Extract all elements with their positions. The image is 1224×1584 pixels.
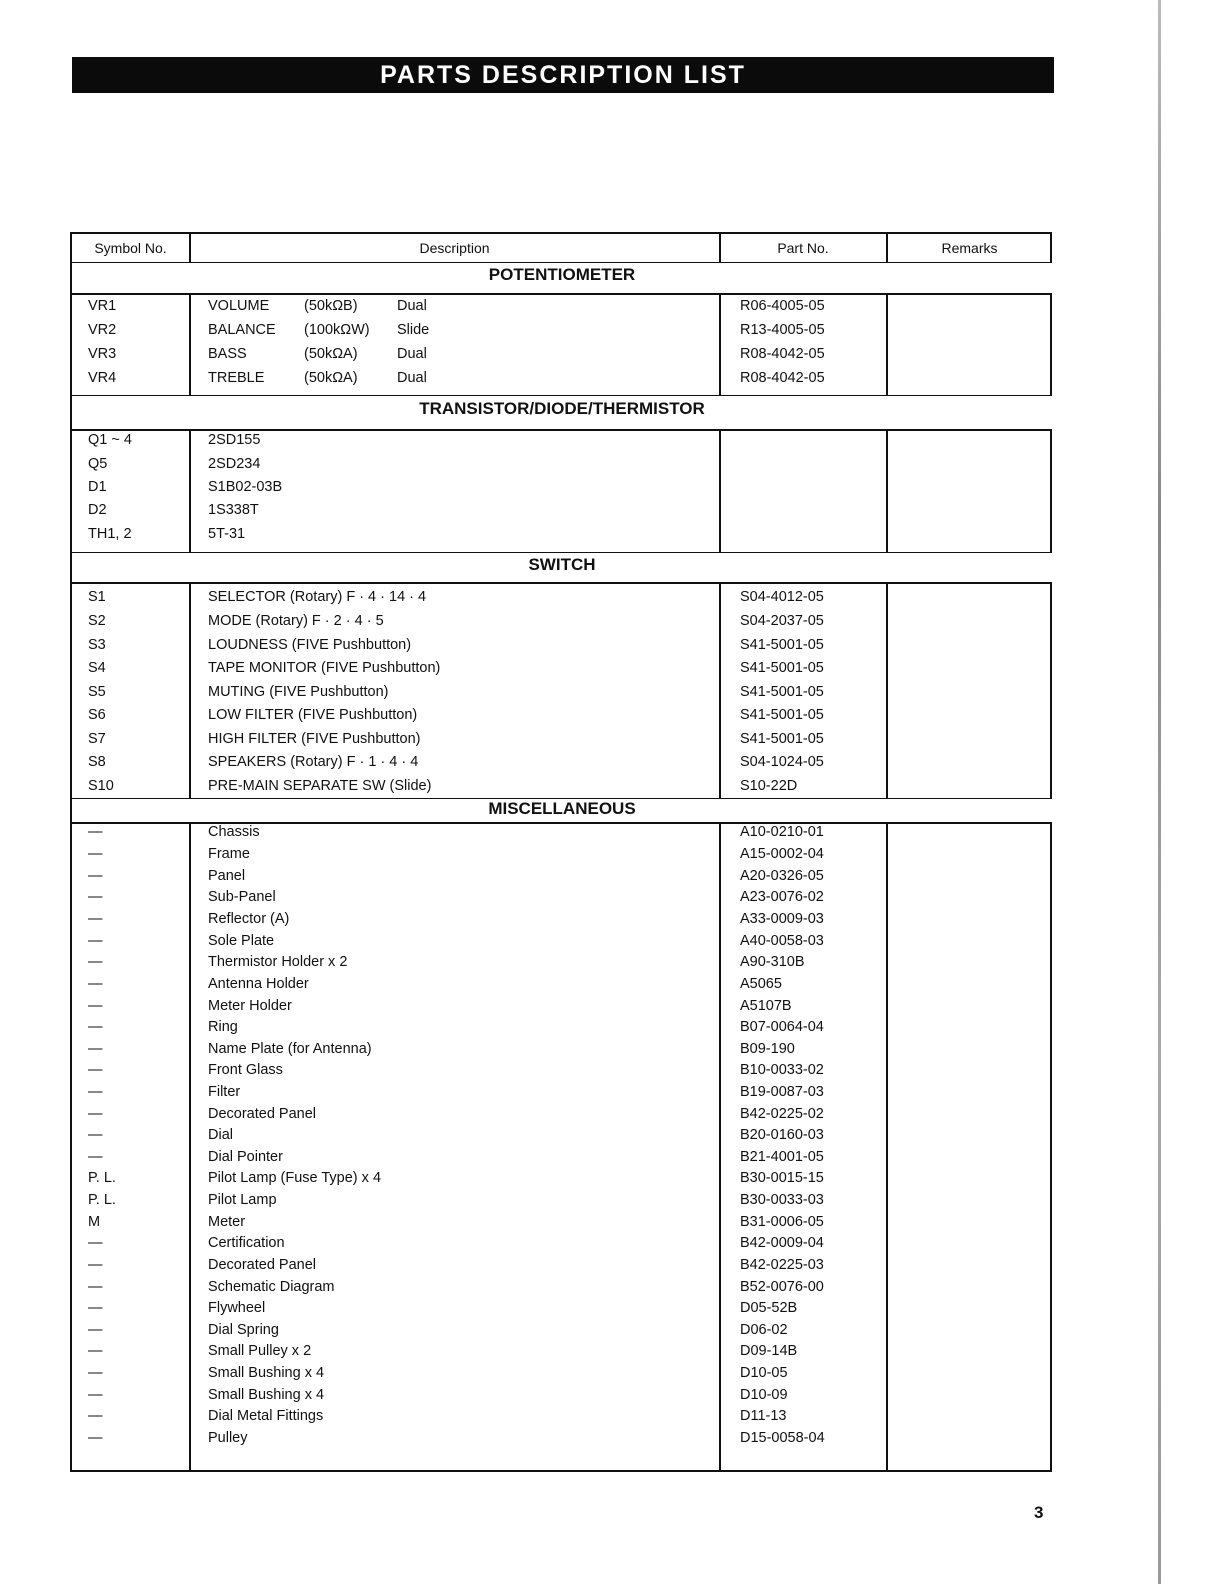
part-cell: S04-1024-05: [740, 754, 824, 770]
description-cell: TREBLE: [208, 370, 265, 386]
description-cell: SELECTOR (Rotary) F · 4 · 14 · 4: [208, 589, 427, 605]
page-title: PARTS DESCRIPTION LIST: [380, 60, 746, 89]
symbol-cell: —: [88, 1430, 103, 1446]
symbol-cell: —: [88, 1300, 103, 1316]
symbol-cell: —: [88, 1127, 103, 1143]
description-cell: S1B02-03B: [208, 479, 283, 495]
table-row: [72, 1084, 1052, 1107]
symbol-cell: —: [88, 1062, 103, 1078]
table-row: [72, 1408, 1052, 1431]
description-cell: Ring: [208, 1019, 238, 1035]
description-cell: Antenna Holder: [208, 976, 309, 992]
description-cell: Name Plate (for Antenna): [208, 1041, 372, 1057]
part-cell: D11-13: [740, 1408, 787, 1424]
part-cell: D10-05: [740, 1365, 788, 1381]
divider: [72, 582, 1052, 584]
symbol-cell: Q1 ~ 4: [88, 432, 132, 448]
description-cell: BASS: [208, 346, 247, 362]
part-cell: A20-0326-05: [740, 868, 824, 884]
part-cell: A5065: [740, 976, 782, 992]
description-cell: Small Bushing x 4: [208, 1365, 325, 1381]
part-cell: D10-09: [740, 1387, 788, 1403]
header-symbol: Symbol No.: [94, 240, 167, 256]
description-cell: Sub-Panel: [208, 889, 276, 905]
part-cell: B42-0009-04: [740, 1235, 824, 1251]
description-cell: Frame: [208, 846, 250, 862]
symbol-cell: S4: [88, 660, 106, 676]
table-row: [72, 1343, 1052, 1366]
symbol-cell: VR1: [88, 298, 117, 314]
symbol-cell: —: [88, 976, 103, 992]
description-cell: Small Bushing x 4: [208, 1387, 325, 1403]
table-row: [72, 370, 1052, 393]
part-cell: B21-4001-05: [740, 1149, 824, 1165]
part-cell: S04-4012-05: [740, 589, 824, 605]
table-row: [72, 1322, 1052, 1345]
part-cell: B30-0033-03: [740, 1192, 824, 1208]
description-cell: BALANCE: [208, 322, 276, 338]
symbol-cell: VR2: [88, 322, 117, 338]
symbol-cell: S1: [88, 589, 106, 605]
symbol-cell: —: [88, 1019, 103, 1035]
symbol-cell: —: [88, 954, 103, 970]
table-row: [72, 1062, 1052, 1085]
table-row: [72, 1170, 1052, 1193]
part-cell: A40-0058-03: [740, 933, 824, 949]
part-cell: A10-0210-01: [740, 824, 824, 840]
part-cell: R06-4005-05: [740, 298, 825, 314]
divider: [72, 293, 1052, 295]
section-title-switch: SWITCH: [528, 555, 596, 574]
table-row: [72, 479, 1052, 502]
part-cell: A5107B: [740, 998, 792, 1014]
title-banner: [72, 57, 1054, 93]
description-cell: PRE-MAIN SEPARATE SW (Slide): [208, 778, 432, 794]
part-cell: S41-5001-05: [740, 684, 824, 700]
part-cell: B07-0064-04: [740, 1019, 824, 1035]
symbol-cell: —: [88, 824, 103, 840]
table-row: [72, 824, 1052, 847]
description-cell: 2SD234: [208, 456, 261, 472]
table-row: [72, 976, 1052, 999]
table-row: [72, 298, 1052, 321]
table-row: [72, 346, 1052, 369]
table-row: [72, 526, 1052, 549]
part-cell: S41-5001-05: [740, 731, 824, 747]
description-cell: Decorated Panel: [208, 1257, 317, 1273]
description-cell: Dial Metal Fittings: [208, 1408, 324, 1424]
part-cell: S41-5001-05: [740, 637, 824, 653]
part-cell: A23-0076-02: [740, 889, 824, 905]
page-number: 3: [1034, 1503, 1044, 1522]
description-cell: TAPE MONITOR (FIVE Pushbutton): [208, 660, 441, 676]
symbol-cell: Q5: [88, 456, 108, 472]
symbol-cell: D1: [88, 479, 107, 495]
description-cell: SPEAKERS (Rotary) F · 1 · 4 · 4: [208, 754, 419, 770]
description-cell: 2SD155: [208, 432, 261, 448]
table-row: [72, 1214, 1052, 1237]
symbol-cell: —: [88, 998, 103, 1014]
part-cell: B09-190: [740, 1041, 795, 1057]
description-cell: Schematic Diagram: [208, 1279, 335, 1295]
table-row: [72, 1127, 1052, 1150]
table-row: [72, 1279, 1052, 1302]
description-cell: LOW FILTER (FIVE Pushbutton): [208, 707, 418, 723]
symbol-cell: S7: [88, 731, 106, 747]
header-part-no: Part No.: [777, 240, 829, 256]
table-row: [72, 846, 1052, 869]
part-cell: A90-310B: [740, 954, 805, 970]
symbol-cell: S8: [88, 754, 106, 770]
table-row: [72, 637, 1052, 660]
part-cell: D06-02: [740, 1322, 788, 1338]
description-cell: Sole Plate: [208, 933, 275, 949]
value-cell: (50kΩA): [304, 346, 358, 362]
symbol-cell: —: [88, 1408, 103, 1424]
part-cell: A33-0009-03: [740, 911, 824, 927]
table-row: [72, 456, 1052, 479]
table-row: [72, 1257, 1052, 1280]
part-cell: A15-0002-04: [740, 846, 824, 862]
symbol-cell: —: [88, 1084, 103, 1100]
table-row: [72, 1192, 1052, 1215]
symbol-cell: S6: [88, 707, 106, 723]
symbol-cell: —: [88, 1387, 103, 1403]
description-cell: Dial Spring: [208, 1322, 279, 1338]
description-cell: Pilot Lamp: [208, 1192, 277, 1208]
symbol-cell: S3: [88, 637, 106, 653]
description-cell: MODE (Rotary) F · 2 · 4 · 5: [208, 613, 384, 629]
table-row: [72, 889, 1052, 912]
symbol-cell: P. L.: [88, 1192, 116, 1208]
description-cell: Decorated Panel: [208, 1106, 317, 1122]
symbol-cell: VR4: [88, 370, 117, 386]
part-cell: R13-4005-05: [740, 322, 825, 338]
table-row: [72, 1041, 1052, 1064]
table-row: [72, 1300, 1052, 1323]
symbol-cell: D2: [88, 502, 107, 518]
symbol-cell: S10: [88, 778, 114, 794]
symbol-cell: —: [88, 1149, 103, 1165]
symbol-cell: S5: [88, 684, 106, 700]
description-cell: Flywheel: [208, 1300, 266, 1316]
table-row: [72, 589, 1052, 612]
part-cell: B10-0033-02: [740, 1062, 824, 1078]
table-row: [72, 707, 1052, 730]
description-cell: HIGH FILTER (FIVE Pushbutton): [208, 731, 421, 747]
table-row: [72, 1106, 1052, 1129]
symbol-cell: —: [88, 1235, 103, 1251]
page-edge: [1158, 0, 1161, 1584]
description-cell: Filter: [208, 1084, 241, 1100]
symbol-cell: M: [88, 1214, 101, 1230]
type-cell: Dual: [397, 298, 427, 314]
type-cell: Dual: [397, 346, 427, 362]
symbol-cell: P. L.: [88, 1170, 116, 1186]
part-cell: S41-5001-05: [740, 707, 824, 723]
value-cell: (50kΩB): [304, 298, 358, 314]
table-row: [72, 1019, 1052, 1042]
table-row: [72, 660, 1052, 683]
value-cell: (50kΩA): [304, 370, 358, 386]
table-row: [72, 322, 1052, 345]
table-row: [72, 502, 1052, 525]
description-cell: 5T-31: [208, 526, 246, 542]
part-cell: B42-0225-02: [740, 1106, 824, 1122]
header-description: Description: [419, 240, 490, 256]
symbol-cell: —: [88, 1365, 103, 1381]
description-cell: VOLUME: [208, 298, 270, 314]
parts-table: [70, 232, 1052, 1472]
part-cell: B30-0015-15: [740, 1170, 824, 1186]
part-cell: D09-14B: [740, 1343, 798, 1359]
divider: [72, 429, 1052, 431]
part-cell: D05-52B: [740, 1300, 798, 1316]
part-cell: D15-0058-04: [740, 1430, 825, 1446]
table-row: [72, 1430, 1052, 1453]
table-row: [72, 613, 1052, 636]
symbol-cell: —: [88, 1257, 103, 1273]
description-cell: Thermistor Holder x 2: [208, 954, 348, 970]
description-cell: 1S338T: [208, 502, 259, 518]
table-row: [72, 432, 1052, 455]
symbol-cell: S2: [88, 613, 106, 629]
symbol-cell: —: [88, 1322, 103, 1338]
description-cell: Chassis: [208, 824, 260, 840]
symbol-cell: —: [88, 1343, 103, 1359]
part-cell: R08-4042-05: [740, 346, 825, 362]
table-row: [72, 911, 1052, 934]
description-cell: Pilot Lamp (Fuse Type) x 4: [208, 1170, 382, 1186]
symbol-cell: VR3: [88, 346, 117, 362]
symbol-cell: —: [88, 911, 103, 927]
part-cell: S04-2037-05: [740, 613, 824, 629]
header-remarks: Remarks: [941, 240, 998, 256]
description-cell: LOUDNESS (FIVE Pushbutton): [208, 637, 412, 653]
description-cell: Dial: [208, 1127, 233, 1143]
description-cell: MUTING (FIVE Pushbutton): [208, 684, 389, 700]
symbol-cell: —: [88, 1279, 103, 1295]
type-cell: Slide: [397, 322, 430, 338]
symbol-cell: —: [88, 1106, 103, 1122]
table-row: [72, 731, 1052, 754]
part-cell: B42-0225-03: [740, 1257, 824, 1273]
description-cell: Meter: [208, 1214, 246, 1230]
type-cell: Dual: [397, 370, 427, 386]
section-title-misc: MISCELLANEOUS: [488, 799, 636, 818]
description-cell: Dial Pointer: [208, 1149, 283, 1165]
description-cell: Certification: [208, 1235, 285, 1251]
description-cell: Pulley: [208, 1430, 248, 1446]
part-cell: S10-22D: [740, 778, 798, 794]
part-cell: B31-0006-05: [740, 1214, 824, 1230]
table-row: [72, 998, 1052, 1021]
part-cell: B52-0076-00: [740, 1279, 824, 1295]
description-cell: Panel: [208, 868, 246, 884]
table-row: [72, 868, 1052, 891]
part-cell: R08-4042-05: [740, 370, 825, 386]
symbol-cell: TH1, 2: [88, 526, 132, 542]
section-title-potentiometer: POTENTIOMETER: [488, 265, 636, 284]
table-row: [72, 1387, 1052, 1410]
symbol-cell: —: [88, 846, 103, 862]
description-cell: Small Pulley x 2: [208, 1343, 312, 1359]
table-row: [72, 684, 1052, 707]
table-row: [72, 1365, 1052, 1388]
part-cell: B20-0160-03: [740, 1127, 824, 1143]
table-row: [72, 778, 1052, 801]
symbol-cell: —: [88, 889, 103, 905]
value-cell: (100kΩW): [304, 322, 370, 338]
description-cell: Front Glass: [208, 1062, 283, 1078]
table-row: [72, 933, 1052, 956]
table-row: [72, 1235, 1052, 1258]
table-row: [72, 1149, 1052, 1172]
section-title-transistor: TRANSISTOR/DIODE/THERMISTOR: [419, 399, 705, 418]
part-cell: S41-5001-05: [740, 660, 824, 676]
symbol-cell: —: [88, 1041, 103, 1057]
symbol-cell: —: [88, 868, 103, 884]
description-cell: Meter Holder: [208, 998, 292, 1014]
part-cell: B19-0087-03: [740, 1084, 824, 1100]
table-row: [72, 954, 1052, 977]
symbol-cell: —: [88, 933, 103, 949]
table-row: [72, 754, 1052, 777]
description-cell: Reflector (A): [208, 911, 290, 927]
